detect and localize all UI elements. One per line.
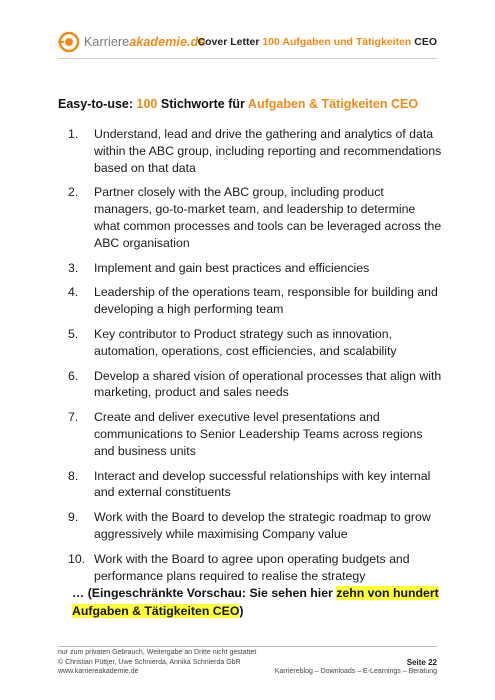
preview-highlight: zehn von hundert Aufgaben & Tätigkeiten CEO <box>72 586 439 618</box>
list-item: 8. Interact and develop successful relationships with key internal and external constituents <box>68 468 431 500</box>
task-list <box>58 126 442 592</box>
footer-divider <box>58 646 437 647</box>
list-item: 7. Create and deliver executive level presentations and communications to Senior Leadership Teams across regions and business units <box>68 410 423 458</box>
list-item: 3. Implement and gain best practices and efficiencies <box>68 260 370 275</box>
logo-text: Karriereakademie.de <box>84 35 206 49</box>
section-title: Easy-to-use: 100 Stichworte für Aufgaben & Tätigkeiten CEO <box>58 97 419 111</box>
document-title: Cover Letter 100 Aufgaben und Tätigkeiten CEO <box>197 36 437 48</box>
list-item: 6. Develop a shared vision of operational processes that align with marketing, product and sales needs <box>68 368 442 400</box>
footer-services: Karriereblog – Downloads – E-Learnings – Beratung <box>274 668 437 675</box>
footer-notice: nur zum privaten Gebrauch, Weitergabe an Dritte nicht gestattet <box>58 649 257 656</box>
list-item: 1. Understand, lead and drive the gathering and analytics of data within the ABC group, including reporting and recommendations based on that data <box>68 127 442 175</box>
list-item: 2. Partner closely with the ABC group, including product managers, go-to-market team, and leadership to determine what common processes and tools can be leveraged across the ABC organisation <box>68 185 442 250</box>
page-footer <box>58 646 437 677</box>
list-item: 10. Work with the Board to agree upon operating budgets and performance plans required to realise the strategy <box>68 551 410 583</box>
preview-note: … (Eingeschränkte Vorschau: Sie sehen hier zehn von hundert Aufgaben & Tätigkeiten CEO) <box>72 586 439 618</box>
header-divider <box>58 58 437 59</box>
page-number: Seite 22 <box>406 657 437 667</box>
list-item: 4. Leadership of the operations team, responsible for building and developing a high performing team <box>68 285 438 317</box>
karriereakademie-logo <box>58 32 205 52</box>
page-header <box>0 0 495 62</box>
footer-website-link[interactable]: www.karriereakademie.de <box>58 668 139 675</box>
footer-copyright: © Christian Püttjer, Uwe Schnierda, Annika Schnierda GbR <box>58 658 241 666</box>
logo-icon <box>58 31 80 53</box>
list-item: 9. Work with the Board to develop the strategic roadmap to grow aggressively while maximising Company value <box>68 510 431 541</box>
list-item: 5. Key contributor to Product strategy such as innovation, automation, operations, cost efficiencies, and scalability <box>68 326 397 358</box>
